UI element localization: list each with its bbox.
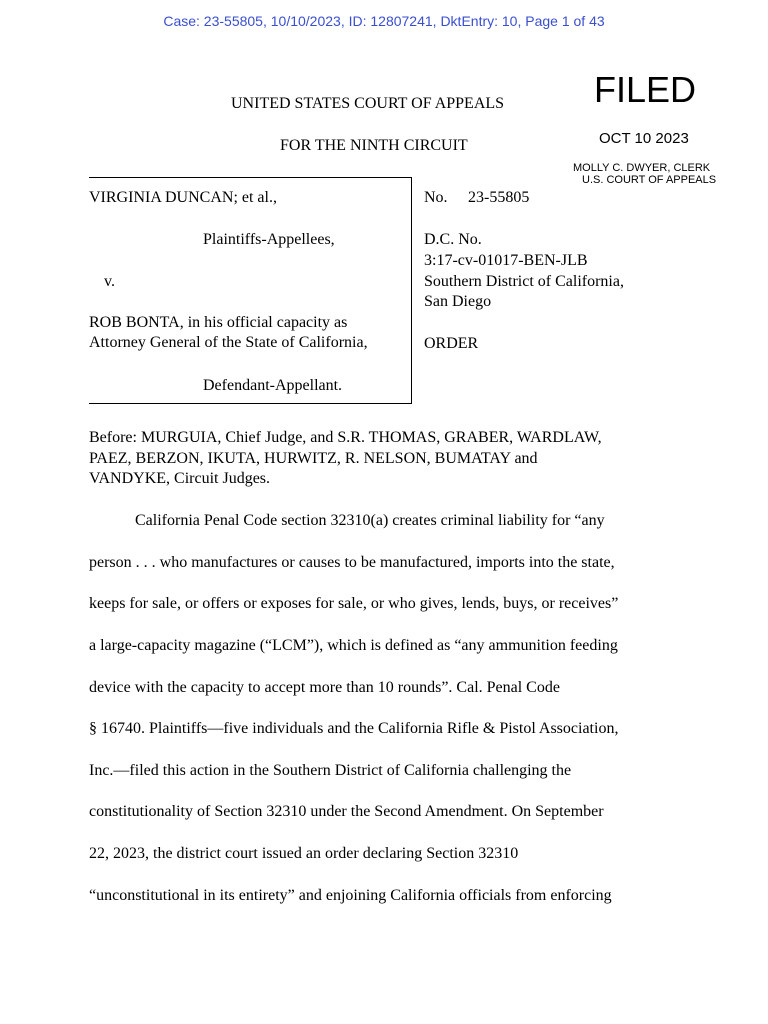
- clerk-office: U.S. COURT OF APPEALS: [582, 174, 717, 186]
- district-line2: San Diego: [424, 293, 492, 310]
- document-type: ORDER: [424, 335, 479, 352]
- clerk-name: MOLLY C. DWYER, CLERK: [573, 162, 711, 174]
- ecf-header-line: Case: 23-55805, 10/10/2023, ID: 12807241, DktEntry: 10, Page 1 of 43: [163, 13, 605, 29]
- court-title-line2: FOR THE NINTH CIRCUIT: [280, 137, 468, 154]
- district-line1: Southern District of California,: [424, 273, 624, 290]
- dc-number: 3:17-cv-01017-BEN-JLB: [424, 252, 588, 269]
- case-number: 23-55805: [468, 189, 530, 206]
- before-line3: VANDYKE, Circuit Judges.: [89, 470, 271, 487]
- appellant-line1: ROB BONTA, in his official capacity as: [89, 314, 348, 331]
- appellant-line2: Attorney General of the State of California,: [89, 334, 368, 351]
- appellant-role: Defendant-Appellant.: [203, 377, 343, 394]
- before-line2: PAEZ, BERZON, IKUTA, HURWITZ, R. NELSON, BUMATAY and: [89, 450, 538, 467]
- body-line: “unconstitutional in its entirety” and enjoining California officials from enforcing: [89, 887, 612, 904]
- before-line1: Before: MURGUIA, Chief Judge, and S.R. THOMAS, GRABER, WARDLAW,: [89, 429, 602, 446]
- dc-number-label: D.C. No.: [424, 231, 482, 248]
- body-line: person . . . who manufactures or causes to be manufactured, imports into the state,: [89, 554, 615, 571]
- body-line: a large-capacity magazine (“LCM”), which is defined as “any ammunition feeding: [89, 637, 618, 654]
- body-line: § 16740. Plaintiffs—five individuals and the California Rifle & Pistol Association,: [89, 720, 619, 737]
- case-number-label: No.: [424, 189, 448, 206]
- versus: v.: [104, 273, 115, 290]
- filed-date: OCT 10 2023: [599, 130, 689, 147]
- body-line: device with the capacity to accept more than 10 rounds”. Cal. Penal Code: [89, 679, 560, 696]
- court-title-line1: UNITED STATES COURT OF APPEALS: [231, 95, 505, 112]
- appellees-role: Plaintiffs-Appellees,: [203, 231, 335, 248]
- body-line: California Penal Code section 32310(a) creates criminal liability for “any: [135, 512, 605, 529]
- body-line: keeps for sale, or offers or exposes for sale, or who gives, lends, buys, or receives”: [89, 595, 619, 612]
- body-line: 22, 2023, the district court issued an order declaring Section 32310: [89, 845, 519, 862]
- case-caption-box: [89, 177, 412, 404]
- body-line: constitutionality of Section 32310 under the Second Amendment. On September: [89, 803, 604, 820]
- filed-stamp: FILED: [594, 69, 697, 110]
- body-line: Inc.—filed this action in the Southern District of California challenging the: [89, 762, 572, 779]
- appellees-name: VIRGINIA DUNCAN; et al.,: [89, 189, 277, 206]
